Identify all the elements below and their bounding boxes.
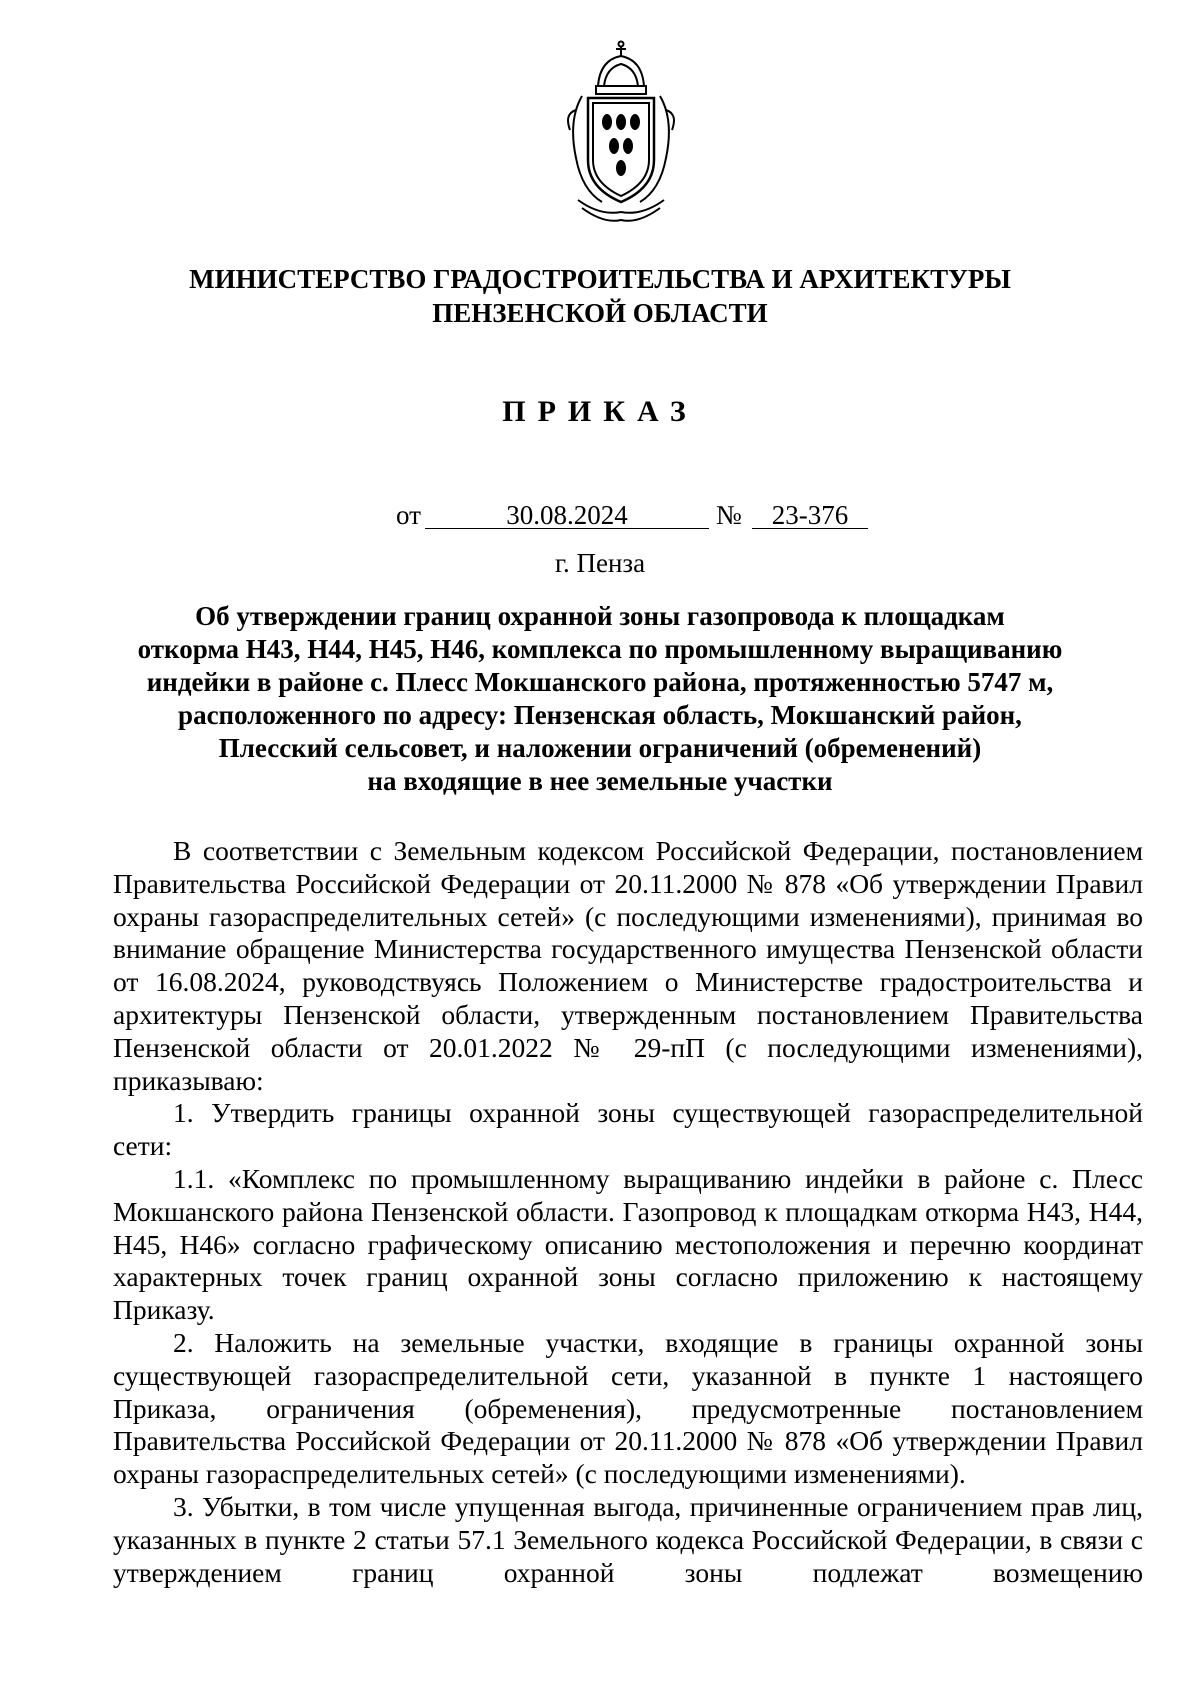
organization-name-line2: ПЕНЗЕНСКОЙ ОБЛАСТИ [432, 298, 768, 328]
date-prefix: от [396, 500, 421, 530]
city: г. Пенза [554, 548, 646, 578]
title-line: Об утверждении границ охранной зоны газопровода к площадкам [195, 601, 1005, 631]
document-body [113, 835, 1143, 1589]
document-date: 30.08.2024 [506, 500, 628, 530]
organization-name-line1: МИНИСТЕРСТВО ГРАДОСТРОИТЕЛЬСТВА И АРХИТЕКТУРЫ [189, 264, 1011, 294]
document-type: ПРИКАЗ [502, 395, 698, 428]
title-line: откорма Н43, Н44, Н45, Н46, комплекса по промышленному выращиванию [137, 634, 1063, 664]
preamble-paragraph: В соответствии с Земельным кодексом Российской Федерации, постановлением Правительства Российской Федерации от 20.11.2000 № 878 «Об утверждении Правил охраны газораспределительных сетей» (с последующими изменениями), принимая во внимание обращение Министерства государственного имущества Пензенской области от 16.08.2024, руководствуясь Положением о Министерстве градостроительства и архитектуры Пензенской области, утвержденным постановлением Правительства Пензенской области от 20.01.2022 № 29-пП (с последующими изменениями), приказываю: [113, 835, 1143, 1096]
number-prefix: № [716, 500, 742, 530]
document-number: 23-376 [771, 500, 849, 530]
date-number-line [0, 498, 1200, 532]
coat-of-arms-emblem [560, 40, 682, 228]
clause-1-1-paragraph: 1.1. «Комплекс по промышленному выращиванию индейки в районе с. Плесс Мокшанского района Пензенской области. Газопровод к площадкам откорма Н43, Н44, Н45, Н46» согласно графическому описанию местоположения и перечню координат характерных точек границ охранной зоны согласно приложению к настоящему Приказу. [113, 1162, 1143, 1326]
date-underline [425, 528, 709, 529]
clause-1-paragraph: 1. Утвердить границы охранной зоны существующей газораспределительной сети: [113, 1097, 1143, 1162]
title-line: Плесский сельсовет, и наложении ограничений (обременений) [218, 733, 982, 763]
document-title [120, 600, 1080, 798]
number-underline [752, 528, 868, 529]
clause-2-paragraph: 2. Наложить на земельные участки, входящие в границы охранной зоны существующей газораспределительной сети, указанной в пункте 1 настоящего Приказа, ограничения (обременения), предусмотренные постановлением Правительства Российской Федерации от 20.11.2000 № 878 «Об утверждении Правил охраны газораспределительных сетей» (с последующими изменениями). [113, 1326, 1143, 1490]
title-line: индейки в районе с. Плесс Мокшанского района, протяженностью 5747 м, [146, 667, 1054, 697]
title-line: расположенного по адресу: Пензенская область, Мокшанский район, [178, 700, 1022, 730]
clause-3-paragraph: 3. Убытки, в том числе упущенная выгода, причиненные ограничением прав лиц, указанных в пункте 2 статьи 57.1 Земельного кодекса Российской Федерации, в связи с утверждением границ охранной зоны подлежат возмещению [113, 1490, 1143, 1588]
title-line: на входящие в нее земельные участки [367, 766, 833, 796]
